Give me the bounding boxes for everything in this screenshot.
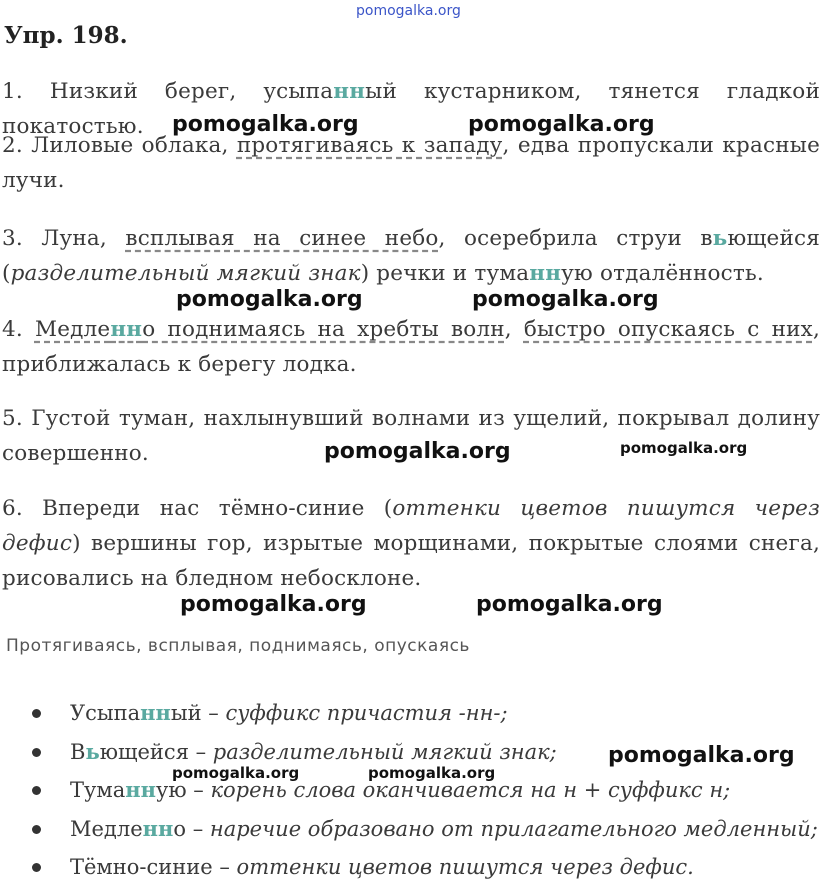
watermark: pomogalka.org — [472, 287, 659, 312]
sentence-5: 5. Густой туман, нахлынувший волнами из ущелий, покрывал долину совершенно. — [2, 406, 820, 466]
watermark: pomogalka.org — [476, 592, 663, 617]
watermark: pomogalka.org — [176, 287, 363, 312]
list-item: Тёмно-синие – оттенки цветов пишутся через дефис. — [30, 848, 820, 887]
list-item: Медленно – наречие образовано от прилагательного медленный; — [30, 810, 820, 849]
watermark: pomogalka.org — [172, 764, 300, 782]
participle-phrase: всплывая на синее небо — [125, 226, 439, 251]
watermark: pomogalka.org — [608, 743, 795, 768]
participle-phrase: протягиваясь к западу — [236, 133, 503, 158]
participle-phrase: Медленно поднимаясь на хребты волн — [34, 317, 505, 342]
watermark-top: pomogalka.org — [356, 3, 461, 19]
list-item: Усыпанный – суффикс причастия -нн-; — [30, 694, 820, 733]
bullet-icon — [32, 748, 41, 757]
bullet-icon — [32, 709, 41, 718]
sentence-2: 2. Лиловые облака, протягиваясь к западу, едва пропускали красные лучи. — [2, 133, 820, 193]
participle-phrase: быстро опускаясь с них — [523, 317, 813, 342]
bullet-icon — [32, 786, 41, 795]
watermark: pomogalka.org — [620, 439, 748, 457]
explanation-list — [30, 694, 820, 887]
watermark: pomogalka.org — [368, 764, 496, 782]
list-item: Туманную – корень слова оканчивается на н + суффикс н; — [30, 771, 820, 810]
watermark: pomogalka.org — [172, 112, 359, 137]
watermark: pomogalka.org — [468, 112, 655, 137]
sentence-4: 4. Медленно поднимаясь на хребты волн, быстро опускаясь с них, приближалась к берегу лодка. — [2, 317, 820, 377]
list-item: Вьющейся – разделительный мягкий знак; — [30, 733, 820, 772]
bullet-icon — [32, 863, 41, 872]
morphemic-line: Протягиваясь, всплывая, поднимаясь, опускаясь — [6, 636, 470, 656]
sentence-6: 6. Впереди нас тёмно-синие (оттенки цветов пишутся через дефис) вершины гор, изрытые морщинами, покрытые слоями снега, рисовались на бледном небосклоне. — [2, 496, 820, 591]
sentence-1: 1. Низкий берег, усыпанный кустарником, тянется гладкой покатостью. — [2, 79, 820, 139]
watermark: pomogalka.org — [324, 439, 511, 464]
exercise-title: Упр. 198. — [4, 22, 128, 49]
sentence-3: 3. Луна, всплывая на синее небо, осеребрила струи вьющейся (разделительный мягкий знак) речки и туманную отдалённость. — [2, 226, 821, 286]
watermark: pomogalka.org — [180, 592, 367, 617]
bullet-icon — [32, 825, 41, 834]
